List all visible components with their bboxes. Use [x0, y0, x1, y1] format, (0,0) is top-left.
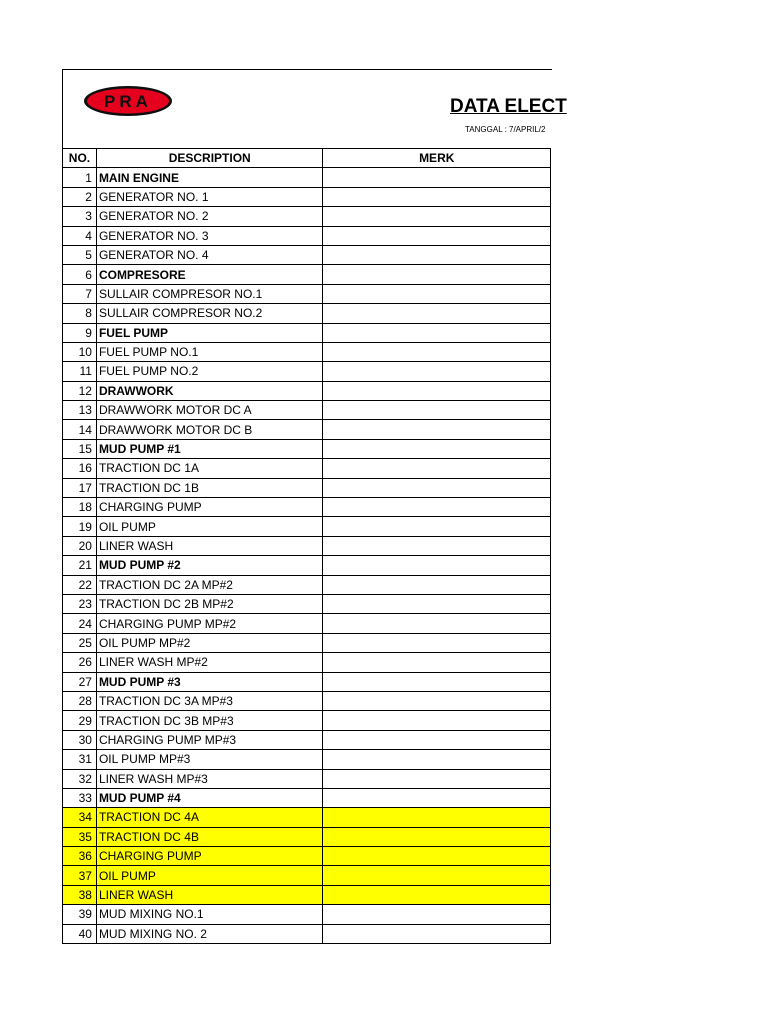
- merk-cell[interactable]: [323, 323, 551, 342]
- merk-cell[interactable]: [323, 536, 551, 555]
- description-cell[interactable]: TRACTION DC 1A: [96, 459, 323, 478]
- row-number-cell[interactable]: 8: [63, 304, 97, 323]
- column-header-description: DESCRIPTION: [96, 149, 323, 168]
- row-number-cell[interactable]: 32: [63, 769, 97, 788]
- date-label: TANGGAL : 7/APRIL/2: [465, 125, 546, 134]
- merk-cell[interactable]: [323, 614, 551, 633]
- row-number-cell[interactable]: 21: [63, 556, 97, 575]
- merk-cell[interactable]: [323, 478, 551, 497]
- description-cell[interactable]: CHARGING PUMP MP#3: [96, 730, 323, 749]
- spreadsheet: [62, 69, 567, 943]
- table-row: [63, 265, 551, 284]
- table-row: [63, 847, 551, 866]
- row-number-cell[interactable]: 2: [63, 187, 97, 206]
- row-number-cell[interactable]: 5: [63, 245, 97, 264]
- description-cell[interactable]: LINER WASH MP#2: [96, 653, 323, 672]
- merk-cell[interactable]: [323, 517, 551, 536]
- row-number-cell[interactable]: 18: [63, 498, 97, 517]
- table-row: [63, 885, 551, 904]
- merk-cell[interactable]: [323, 342, 551, 361]
- row-number-cell[interactable]: 14: [63, 420, 97, 439]
- description-cell[interactable]: OIL PUMP: [96, 517, 323, 536]
- row-number-cell[interactable]: 3: [63, 207, 97, 226]
- row-number-cell[interactable]: 15: [63, 439, 97, 458]
- merk-cell[interactable]: [323, 730, 551, 749]
- merk-cell[interactable]: [323, 439, 551, 458]
- description-cell[interactable]: GENERATOR NO. 1: [96, 187, 323, 206]
- table-row: [63, 633, 551, 652]
- merk-cell[interactable]: [323, 226, 551, 245]
- description-cell[interactable]: MUD PUMP #1: [96, 439, 323, 458]
- merk-cell[interactable]: [323, 401, 551, 420]
- description-cell[interactable]: GENERATOR NO. 4: [96, 245, 323, 264]
- merk-cell[interactable]: [323, 653, 551, 672]
- merk-cell[interactable]: [323, 769, 551, 788]
- merk-cell[interactable]: [323, 594, 551, 613]
- row-number-cell[interactable]: 25: [63, 633, 97, 652]
- row-number-cell[interactable]: 16: [63, 459, 97, 478]
- table-row: [63, 653, 551, 672]
- description-cell[interactable]: OIL PUMP: [96, 866, 323, 885]
- merk-cell[interactable]: [323, 866, 551, 885]
- page-title: DATA ELECT: [450, 96, 567, 117]
- merk-cell[interactable]: [323, 808, 551, 827]
- description-cell[interactable]: DRAWWORK MOTOR DC A: [96, 401, 323, 420]
- row-number-cell[interactable]: 20: [63, 536, 97, 555]
- row-number-cell[interactable]: 6: [63, 265, 97, 284]
- row-number-cell[interactable]: 34: [63, 808, 97, 827]
- merk-cell[interactable]: [323, 827, 551, 846]
- row-number-cell[interactable]: 39: [63, 905, 97, 924]
- table-row: [63, 594, 551, 613]
- row-number-cell[interactable]: 19: [63, 517, 97, 536]
- table-row: [63, 691, 551, 710]
- table-row: [63, 459, 551, 478]
- description-cell[interactable]: TRACTION DC 2B MP#2: [96, 594, 323, 613]
- table-row: [63, 439, 551, 458]
- merk-cell[interactable]: [323, 711, 551, 730]
- description-cell[interactable]: DRAWWORK: [96, 381, 323, 400]
- description-cell[interactable]: LINER WASH: [96, 885, 323, 904]
- row-number-cell[interactable]: 9: [63, 323, 97, 342]
- table-row: [63, 323, 551, 342]
- table-row: [63, 517, 551, 536]
- description-cell[interactable]: TRACTION DC 1B: [96, 478, 323, 497]
- table-row: [63, 187, 551, 206]
- row-number-cell[interactable]: 37: [63, 866, 97, 885]
- description-cell[interactable]: SULLAIR COMPRESOR NO.2: [96, 304, 323, 323]
- table-row: [63, 304, 551, 323]
- merk-cell[interactable]: [323, 905, 551, 924]
- sheet-header: [63, 70, 567, 148]
- table-row: [63, 769, 551, 788]
- description-cell[interactable]: GENERATOR NO. 3: [96, 226, 323, 245]
- table-row: [63, 498, 551, 517]
- row-number-cell[interactable]: 12: [63, 381, 97, 400]
- row-number-cell[interactable]: 24: [63, 614, 97, 633]
- row-number-cell[interactable]: 36: [63, 847, 97, 866]
- table-row: [63, 866, 551, 885]
- row-number-cell[interactable]: 28: [63, 691, 97, 710]
- table-row: [63, 827, 551, 846]
- table-row: [63, 905, 551, 924]
- table-row: [63, 226, 551, 245]
- row-number-cell[interactable]: 10: [63, 342, 97, 361]
- description-cell[interactable]: DRAWWORK MOTOR DC B: [96, 420, 323, 439]
- table-row: [63, 207, 551, 226]
- merk-cell[interactable]: [323, 245, 551, 264]
- description-cell[interactable]: COMPRESORE: [96, 265, 323, 284]
- table-row: [63, 284, 551, 303]
- description-cell[interactable]: FUEL PUMP: [96, 323, 323, 342]
- row-number-cell[interactable]: 27: [63, 672, 97, 691]
- description-cell[interactable]: GENERATOR NO. 2: [96, 207, 323, 226]
- table-row: [63, 730, 551, 749]
- merk-cell[interactable]: [323, 304, 551, 323]
- table-row: [63, 401, 551, 420]
- merk-cell[interactable]: [323, 498, 551, 517]
- description-cell[interactable]: CHARGING PUMP MP#2: [96, 614, 323, 633]
- merk-cell[interactable]: [323, 885, 551, 904]
- row-number-cell[interactable]: 13: [63, 401, 97, 420]
- description-cell[interactable]: MUD PUMP #2: [96, 556, 323, 575]
- description-cell[interactable]: LINER WASH MP#3: [96, 769, 323, 788]
- merk-cell[interactable]: [323, 672, 551, 691]
- description-cell[interactable]: MAIN ENGINE: [96, 168, 323, 187]
- description-cell[interactable]: TRACTION DC 4B: [96, 827, 323, 846]
- merk-cell[interactable]: [323, 187, 551, 206]
- merk-cell[interactable]: [323, 420, 551, 439]
- table-row: [63, 362, 551, 381]
- column-header-merk: MERK: [323, 149, 551, 168]
- row-number-cell[interactable]: 4: [63, 226, 97, 245]
- pra-logo-icon: [83, 85, 173, 117]
- row-number-cell[interactable]: 22: [63, 575, 97, 594]
- merk-cell[interactable]: [323, 633, 551, 652]
- row-number-cell[interactable]: 17: [63, 478, 97, 497]
- merk-cell[interactable]: [323, 847, 551, 866]
- merk-cell[interactable]: [323, 924, 551, 943]
- row-number-cell[interactable]: 11: [63, 362, 97, 381]
- row-number-cell[interactable]: 26: [63, 653, 97, 672]
- description-cell[interactable]: OIL PUMP MP#3: [96, 750, 323, 769]
- merk-cell[interactable]: [323, 691, 551, 710]
- description-cell[interactable]: TRACTION DC 2A MP#2: [96, 575, 323, 594]
- table-row: [63, 556, 551, 575]
- table-row: [63, 381, 551, 400]
- column-header-no: NO.: [63, 149, 97, 168]
- row-number-cell[interactable]: 29: [63, 711, 97, 730]
- row-number-cell[interactable]: 30: [63, 730, 97, 749]
- table-row: [63, 672, 551, 691]
- description-cell[interactable]: CHARGING PUMP: [96, 847, 323, 866]
- table-row: [63, 788, 551, 807]
- table-row: [63, 808, 551, 827]
- data-table: [62, 148, 551, 944]
- merk-cell[interactable]: [323, 459, 551, 478]
- merk-cell[interactable]: [323, 556, 551, 575]
- table-row: [63, 536, 551, 555]
- table-row: [63, 168, 551, 187]
- description-cell[interactable]: MUD PUMP #4: [96, 788, 323, 807]
- description-cell[interactable]: MUD MIXING NO.1: [96, 905, 323, 924]
- table-row: [63, 711, 551, 730]
- description-cell[interactable]: MUD MIXING NO. 2: [96, 924, 323, 943]
- table-row: [63, 924, 551, 943]
- table-row: [63, 342, 551, 361]
- row-number-cell[interactable]: 40: [63, 924, 97, 943]
- description-cell[interactable]: FUEL PUMP NO.1: [96, 342, 323, 361]
- logo-text: PRA: [104, 92, 152, 111]
- table-body: [63, 168, 551, 944]
- table-row: [63, 575, 551, 594]
- merk-cell[interactable]: [323, 381, 551, 400]
- table-row: [63, 245, 551, 264]
- row-number-cell[interactable]: 35: [63, 827, 97, 846]
- table-row: [63, 478, 551, 497]
- merk-cell[interactable]: [323, 284, 551, 303]
- merk-cell[interactable]: [323, 788, 551, 807]
- table-header-row: [63, 149, 551, 168]
- row-number-cell[interactable]: 38: [63, 885, 97, 904]
- description-cell[interactable]: SULLAIR COMPRESOR NO.1: [96, 284, 323, 303]
- table-row: [63, 420, 551, 439]
- merk-cell[interactable]: [323, 168, 551, 187]
- row-number-cell[interactable]: 23: [63, 594, 97, 613]
- merk-cell[interactable]: [323, 362, 551, 381]
- description-cell[interactable]: CHARGING PUMP: [96, 498, 323, 517]
- merk-cell[interactable]: [323, 575, 551, 594]
- row-number-cell[interactable]: 1: [63, 168, 97, 187]
- merk-cell[interactable]: [323, 750, 551, 769]
- description-cell[interactable]: TRACTION DC 4A: [96, 808, 323, 827]
- table-row: [63, 614, 551, 633]
- table-row: [63, 750, 551, 769]
- row-number-cell[interactable]: 31: [63, 750, 97, 769]
- row-number-cell[interactable]: 7: [63, 284, 97, 303]
- row-number-cell[interactable]: 33: [63, 788, 97, 807]
- description-cell[interactable]: MUD PUMP #3: [96, 672, 323, 691]
- description-cell[interactable]: TRACTION DC 3B MP#3: [96, 711, 323, 730]
- description-cell[interactable]: LINER WASH: [96, 536, 323, 555]
- description-cell[interactable]: TRACTION DC 3A MP#3: [96, 691, 323, 710]
- merk-cell[interactable]: [323, 207, 551, 226]
- merk-cell[interactable]: [323, 265, 551, 284]
- description-cell[interactable]: OIL PUMP MP#2: [96, 633, 323, 652]
- description-cell[interactable]: FUEL PUMP NO.2: [96, 362, 323, 381]
